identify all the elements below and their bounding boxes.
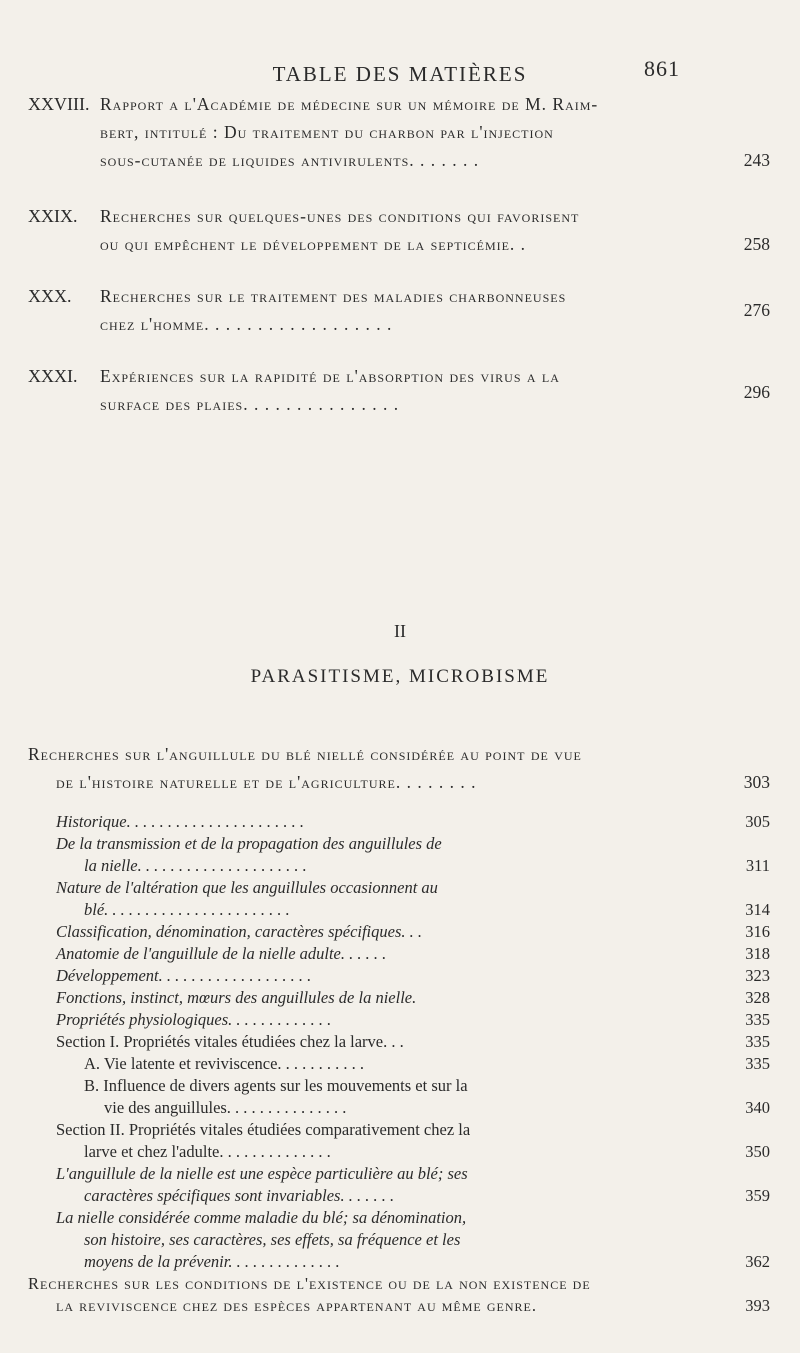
page-header-title: TABLE DES MATIÈRES: [272, 62, 528, 86]
entry-page: 243: [743, 150, 770, 170]
sub-entry-page: 362: [745, 1252, 770, 1271]
sub-entry: son histoire, ses caractères, ses effets, sa fréquence et les: [84, 1230, 461, 1249]
entry-page: 296: [743, 382, 770, 402]
sub-entry-page: 305: [745, 812, 770, 831]
sub-entry: L'anguillule de la nielle est une espèce particulière au blé; ses: [56, 1164, 468, 1183]
sub-entry-page: 314: [745, 900, 770, 919]
sub-entry: Développement. . . . . . . . . . . . . . . . . . .: [56, 966, 312, 985]
sub-entry: Section II. Propriétés vitales étudiées comparativement chez la: [56, 1120, 471, 1139]
entry-page: 276: [743, 300, 770, 320]
sub-entry-page: 311: [745, 856, 770, 875]
sub-entry: Section I. Propriétés vitales étudiées chez la larve. . .: [56, 1032, 404, 1051]
sub-entry: Anatomie de l'anguillule de la nielle adulte. . . . . .: [56, 944, 387, 963]
entry-line: Expériences sur la rapidité de l'absorption des virus a la: [100, 366, 560, 386]
sub-entry: blé. . . . . . . . . . . . . . . . . . . . . . .: [84, 900, 290, 919]
page-number: 861: [644, 56, 680, 81]
sub-entry: La nielle considérée comme maladie du blé; sa dénomination,: [56, 1208, 467, 1227]
sub-entry: Fonctions, instinct, mœurs des anguillules de la nielle.: [56, 988, 417, 1007]
sub-entry: B. Influence de divers agents sur les mouvements et sur la: [84, 1076, 468, 1095]
entry-number: XXIX.: [28, 206, 78, 226]
entry-line: ou qui empêchent le développement de la septicémie. .: [100, 234, 527, 254]
sub-entry: Classification, dénomination, caractères spécifiques. . .: [56, 922, 423, 941]
sub-entry: caractères spécifiques sont invariables. . . . . . .: [84, 1186, 395, 1205]
sub-entry-page: 318: [745, 944, 770, 963]
sub-entry: De la transmission et de la propagation des anguillules de: [56, 834, 442, 853]
sub-entry-page: 350: [745, 1142, 770, 1161]
entry-line: sous-cutanée de liquides antivirulents. . . . . . .: [100, 150, 480, 170]
section-numeral: II: [394, 621, 406, 641]
entry-line: Rapport a l'Académie de médecine sur un mémoire de M. Raim-: [100, 94, 599, 114]
entry-line: surface des plaies. . . . . . . . . . . . . . .: [100, 394, 400, 414]
sub-entry: larve et chez l'adulte. . . . . . . . . . . . . .: [84, 1142, 331, 1161]
entry-number: XXXI.: [28, 366, 78, 386]
sub-entry-page: 359: [745, 1186, 770, 1205]
sub-entry: A. Vie latente et reviviscence. . . . . . . . . . .: [84, 1054, 365, 1073]
sub-entry: Historique. . . . . . . . . . . . . . . . . . . . . .: [56, 812, 304, 831]
sub-entry-page: 335: [745, 1032, 770, 1051]
final-entry-page: 393: [745, 1296, 770, 1315]
final-entry-line: la reviviscence chez des espèces appartenant au même genre.: [56, 1296, 537, 1315]
sub-entry: la nielle. . . . . . . . . . . . . . . . . . . . .: [84, 856, 307, 875]
sub-entry-page: 340: [745, 1098, 770, 1117]
main-entry-line: Recherches sur l'anguillule du blé niellé considérée au point de vue: [28, 744, 582, 764]
sub-entry: Nature de l'altération que les anguillules occasionnent au: [56, 878, 438, 897]
sub-entry-page: 335: [745, 1054, 770, 1073]
entry-line: bert, intitulé : Du traitement du charbon par l'injection: [100, 122, 554, 142]
sub-entry: Propriétés physiologiques. . . . . . . . . . . . .: [56, 1010, 332, 1029]
sub-entry-page: 328: [745, 988, 770, 1007]
sub-entry: vie des anguillules. . . . . . . . . . . . . . .: [104, 1098, 347, 1117]
final-entry-line: Recherches sur les conditions de l'existence ou de la non existence de: [28, 1274, 591, 1293]
main-entry-page: 303: [743, 772, 770, 792]
sub-entry-page: 323: [745, 966, 770, 985]
sub-entry-page: 316: [745, 922, 770, 941]
entry-line: Recherches sur le traitement des maladies charbonneuses: [100, 286, 567, 306]
entry-line: chez l'homme. . . . . . . . . . . . . . . . . .: [100, 314, 393, 334]
entry-number: XXVIII.: [28, 94, 90, 114]
sub-entry-page: 335: [745, 1010, 770, 1029]
entry-number: XXX.: [28, 286, 72, 306]
entry-line: Recherches sur quelques-unes des conditions qui favorisent: [100, 206, 580, 226]
section-title: PARASITISME, MICROBISME: [250, 666, 550, 687]
entry-page: 258: [743, 234, 770, 254]
sub-entry: moyens de la prévenir. . . . . . . . . . . . . .: [84, 1252, 340, 1271]
main-entry-line: de l'histoire naturelle et de l'agriculture. . . . . . . .: [56, 772, 477, 792]
